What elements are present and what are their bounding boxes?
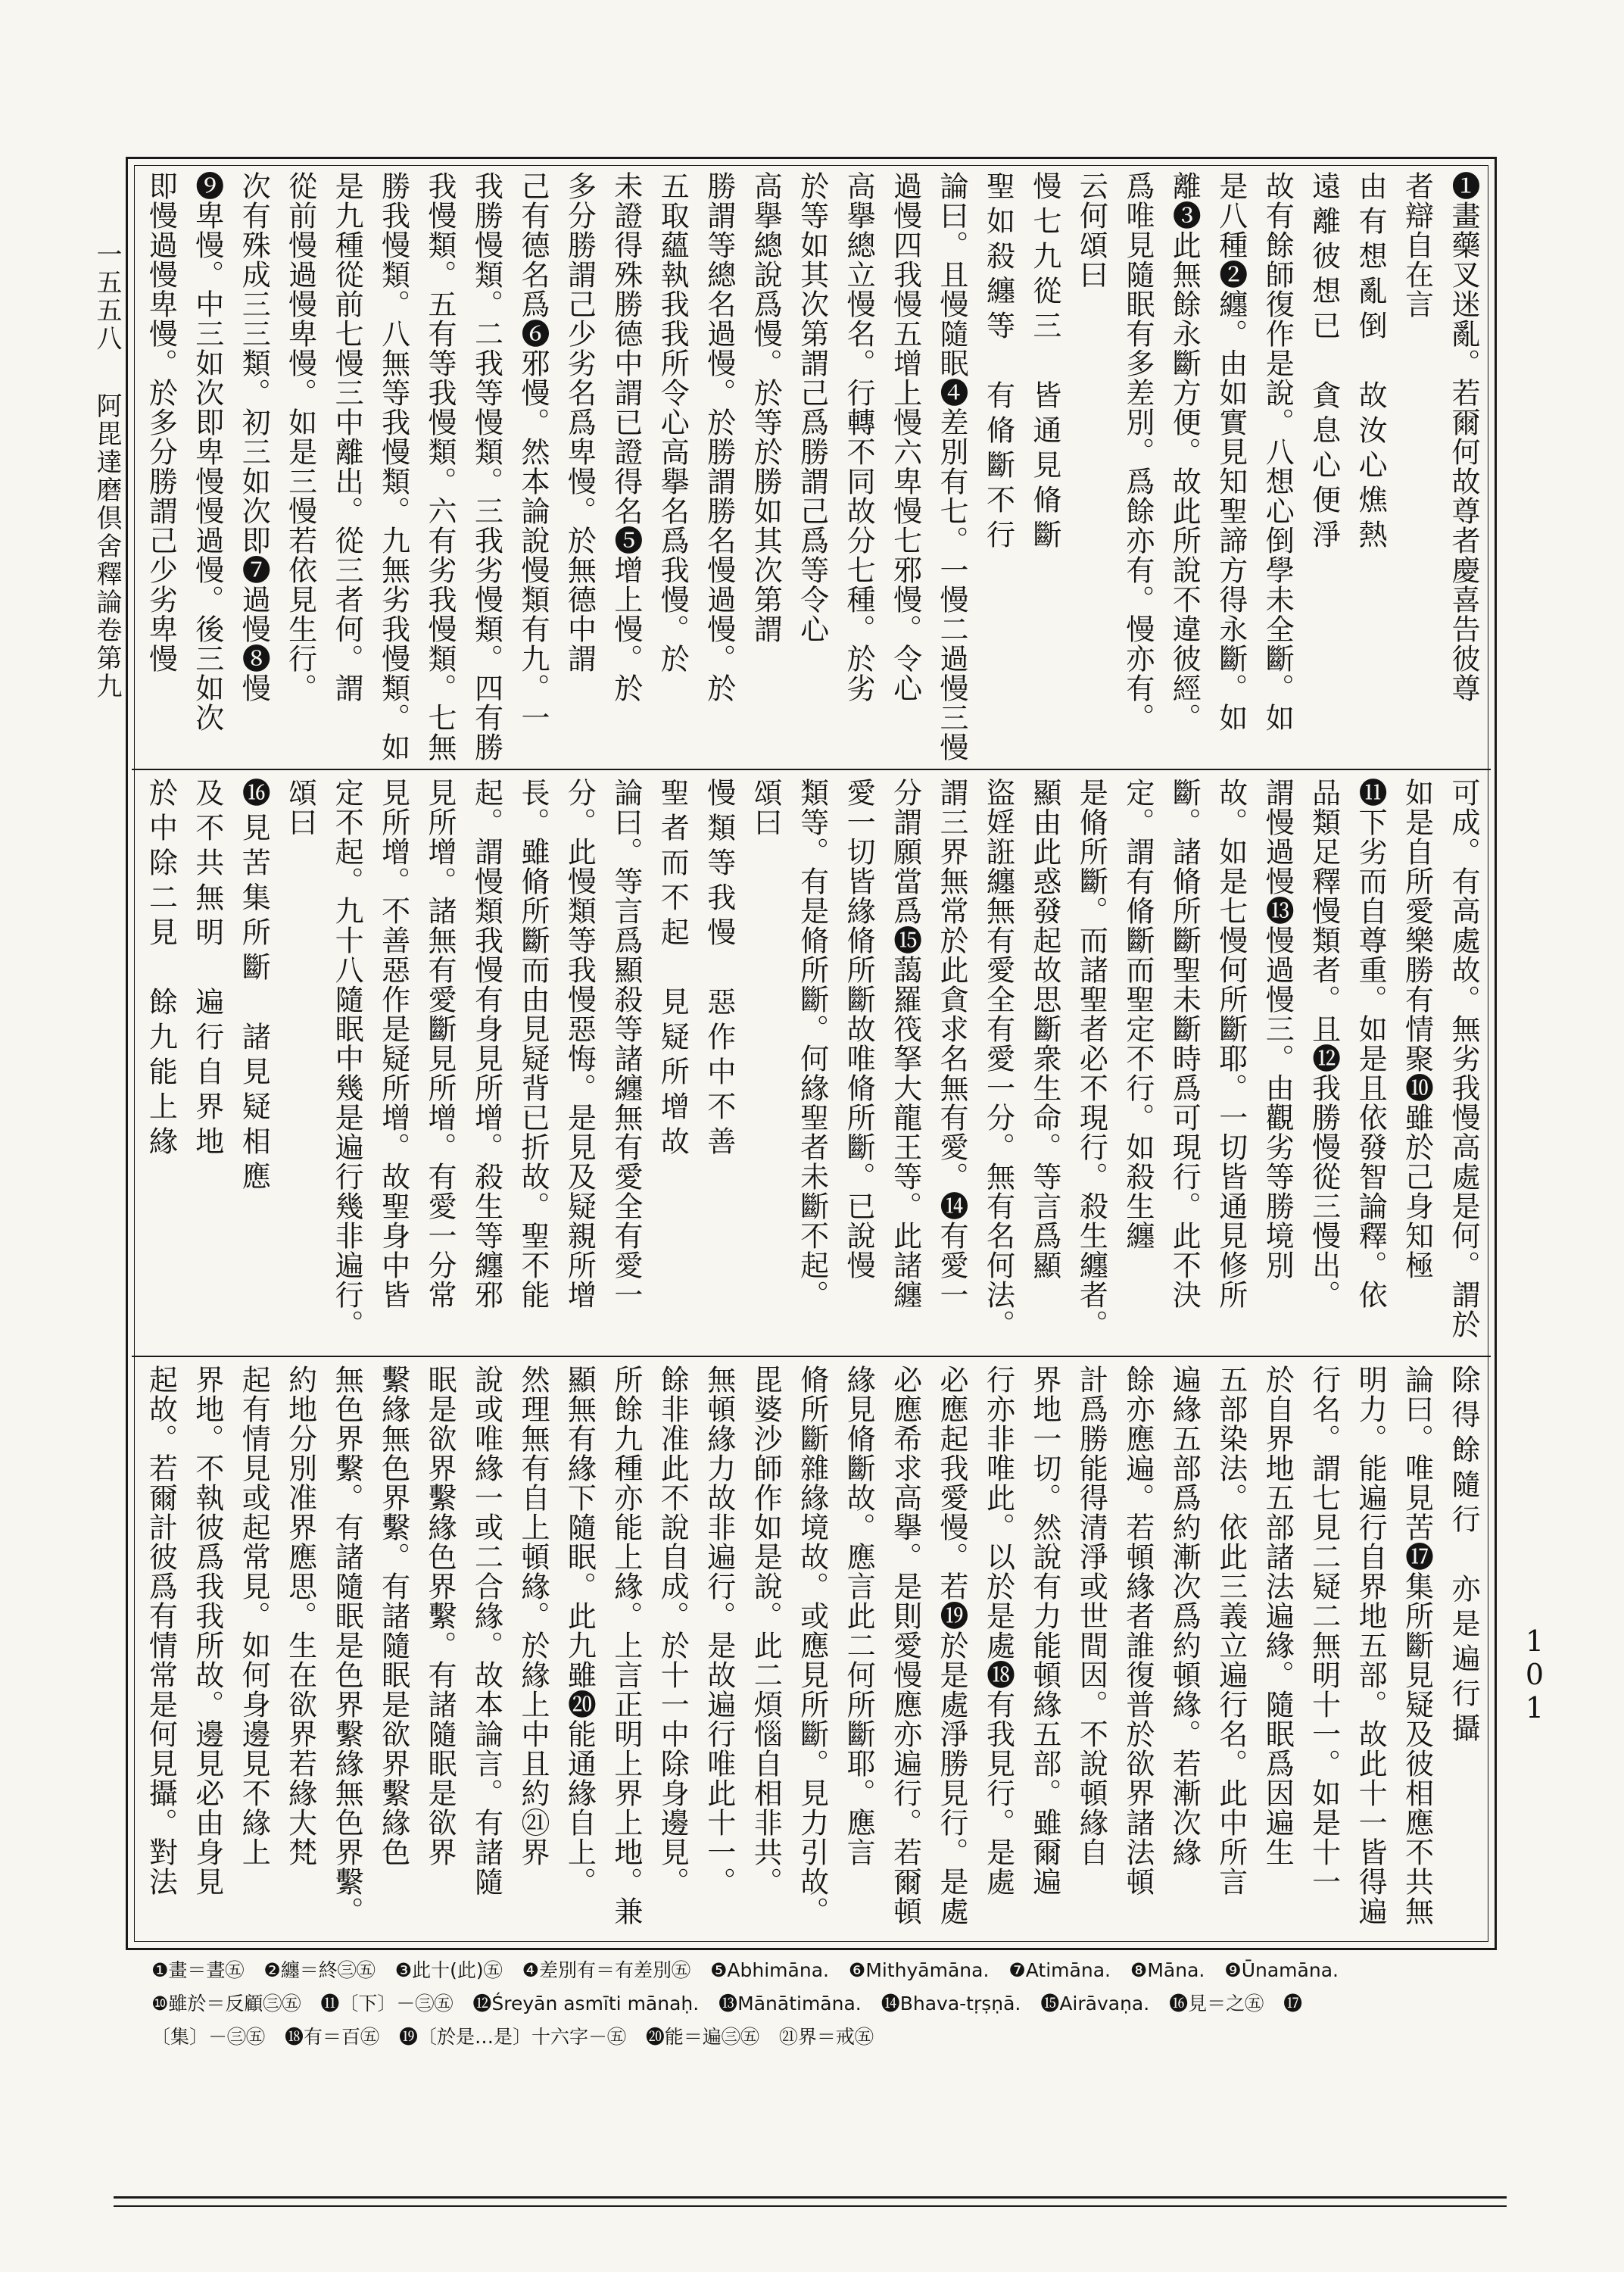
text-column: 界地一切。然說有力能頓緣五部。雖爾遍: [1027, 1365, 1061, 1896]
text-column: 必應希求高擧。是則愛慢應亦遍行。若爾頓: [888, 1365, 922, 1926]
text-column: 行名。謂七見二疑二無明十一。如是十一: [1307, 1365, 1341, 1896]
footnote: ❺Abhimāna.: [710, 1959, 829, 1981]
text-column: 謂慢過慢⓭慢過慢三。由觀劣等勝境別: [1261, 778, 1295, 1280]
band-divider: [132, 769, 1491, 770]
text-column: ❾卑慢。中三如次即卑慢慢過慢。後三如次: [190, 171, 224, 732]
verse-column: 於中除二見 餘九能上緣: [144, 778, 178, 1161]
text-column: 論曰。等言爲顯殺等諸纏無有愛全有愛一: [609, 778, 643, 1309]
text-column: 高擧總說爲慢。於等於勝如其次第謂: [749, 171, 783, 644]
text-column: 高擧總立慢名。行轉不同故分七種。於劣: [842, 171, 876, 703]
text-column: 勝我慢類。八無等我慢類。九無劣我慢類。如: [376, 171, 410, 762]
footnote: ⓯Airāvaṇa.: [1040, 1993, 1150, 2015]
text-column: 論曰。且慢隨眠❹差別有七。一慢二過慢三慢: [935, 171, 969, 762]
text-column: 是八種❷纏。由如實見知聖諦方得永斷。如: [1214, 171, 1248, 732]
footnote: ⓱: [1283, 1993, 1303, 2015]
text-column: 從前慢過慢卑慢。如是三慢若依見生行。: [283, 171, 317, 703]
footnote: ⓮Bhava-tṛṣṇā.: [881, 1993, 1021, 2015]
text-column: 顯無有緣下隨眠。此九雖⓴能通緣自上。: [563, 1365, 597, 1896]
footnote: ⓬Śreyān asmīti mānaḥ.: [472, 1993, 700, 2015]
text-column: 愛一切皆緣脩所斷故唯脩所斷。已說慢: [842, 778, 876, 1280]
footnote: ⓳〔於是…是〕十六字－㊄: [398, 2026, 626, 2048]
text-column: 起有情見或起常見。如何身邊見不緣上: [237, 1365, 271, 1867]
footnote: ❾Ūnamāna.: [1224, 1959, 1339, 1981]
text-column: 無色界繫。有諸隨眠是色界繫緣無色界繫。: [330, 1365, 364, 1926]
text-column: 類等。有是脩所斷。何緣聖者未斷不起。: [795, 778, 829, 1309]
text-column: 頌曰: [749, 778, 783, 837]
verse-column: 聖者而不起 見疑所增故: [656, 778, 690, 1161]
verse-column: 由有想亂倒 故汝心燋熱: [1354, 171, 1388, 554]
text-column: 云何頌曰: [1074, 171, 1108, 289]
text-column: 我勝慢類。二我等慢類。三我劣慢類。四有勝: [469, 171, 503, 762]
footnote-line: [151, 1987, 1484, 2021]
footnote-line: [151, 1954, 1484, 1987]
footnote: ❸此十(此)㊄: [394, 1959, 503, 1981]
text-column: 於自界地五部諸法遍緣。隨眠爲因遍生: [1261, 1365, 1295, 1867]
footnote: ❹差別有＝有差別㊄: [522, 1959, 691, 1981]
text-column: 多分勝謂己少劣名爲卑慢。於無德中謂: [563, 171, 597, 673]
footnote: ㉑界＝戒㊄: [778, 2026, 874, 2048]
text-column: 約地分別准界應思。生在欲界若緣大梵: [283, 1365, 317, 1867]
text-column: 繫緣無色界繫。有諸隨眠是欲界繫緣色: [376, 1365, 410, 1867]
verse-column: 及不共無明 遍行自界地: [190, 778, 224, 1161]
footnote-line: [151, 2021, 1484, 2054]
text-column: 頌曰: [283, 778, 317, 837]
text-column: 分。此慢類等我慢惡悔。是見及疑親所增: [563, 778, 597, 1309]
text-column: 己有德名爲❻邪慢。然本論說慢類有九。一: [516, 171, 550, 732]
text-column: 脩所斷雜緣境故。或應見所斷。見力引故。: [795, 1365, 829, 1926]
text-column: 可成。有高處故。無劣我慢高處是何。謂於: [1447, 778, 1480, 1339]
footnote: ⓴能＝遍㊂㊄: [645, 2026, 759, 2048]
text-column: 是九種從前七慢三中離出。從三者何。謂: [330, 171, 364, 703]
text-column: 離❸此無餘永斷方便。故此所說不違彼經。: [1167, 171, 1202, 732]
footnote: ⓲有＝百㊄: [284, 2026, 379, 2048]
text-column: ❶畫藥叉迷亂。若爾何故尊者慶喜告彼尊: [1447, 171, 1480, 703]
text-column: 長。雖脩所斷而由見疑背已折故。聖不能: [516, 778, 550, 1309]
footnote: ❻Mithyāmāna.: [848, 1959, 990, 1981]
footnotes: [151, 1954, 1484, 2054]
text-column: 五取蘊執我我所令心高擧名爲我慢。於: [656, 171, 690, 673]
text-column: 勝謂等總名過慢。於勝謂勝名慢過慢。於: [702, 171, 736, 703]
text-column: 於等如其次第謂己爲勝謂己爲等令心: [795, 171, 829, 644]
text-column: 爲唯見隨眠有多差別。爲餘亦有。慢亦有。: [1121, 171, 1155, 732]
text-column: 見所增。不善惡作是疑所增。故聖身中皆: [376, 778, 410, 1309]
footnote: ❿雖於＝反顧㊂㊄: [151, 1993, 301, 2015]
text-column: 然理無有自上頓緣。於緣上中且約㉑界: [516, 1365, 550, 1867]
footnote: ❷纏＝終㊂㊄: [263, 1959, 376, 1981]
text-column: 緣見脩斷故。應言此二何所斷耶。應言: [842, 1365, 876, 1867]
footnote: ❼Atimāna.: [1008, 1959, 1111, 1981]
text-column: 分謂願當爲⓯藹羅筏拏大龍王等。此諸纏: [888, 778, 922, 1309]
page-number: 一五五八: [92, 241, 122, 353]
text-column: 故。如是七慢何所斷耶。一切皆通見修所: [1214, 778, 1248, 1309]
verse-column: ⓰見苦集所斷 諸見疑相應: [237, 778, 271, 1196]
text-column: 五部染法。依此三義立遍行名。此中所言: [1214, 1365, 1248, 1896]
text-column: 行亦非唯此。以於是處⓲有我見行。是處: [981, 1365, 1015, 1896]
verse-column: 除得餘隨行 亦是遍行攝: [1447, 1365, 1480, 1748]
verse-column: 慢七九從三 皆通見脩斷: [1027, 171, 1061, 554]
text-column: 毘婆沙師作如是說。此二煩惱自相非共。: [749, 1365, 783, 1896]
text-column: 明力。能遍行自界地五部。故此十一皆得遍: [1354, 1365, 1388, 1926]
text-column: 謂三界無常於此貪求名無有愛。⓮有愛一: [935, 778, 969, 1309]
text-band-middle: [142, 778, 1482, 1350]
verse-column: 遠離彼想已 貪息心便淨: [1307, 171, 1341, 554]
text-band-upper: [142, 171, 1482, 762]
verse-column: 慢類等我慢 惡作中不善: [702, 778, 736, 1161]
footnote: ⓰見＝之㊄: [1169, 1993, 1264, 2015]
text-column: 起故。若爾計彼爲有情常是何見攝。對法: [144, 1365, 178, 1896]
text-column: 故有餘師復作是說。八想心倒學未全斷。如: [1261, 171, 1295, 732]
footnote: ⓭Mānātimāna.: [718, 1993, 862, 2015]
footnote: ⓫〔下〕－㊂㊄: [320, 1993, 454, 2015]
bottom-rule: [114, 2196, 1507, 2199]
text-column: 盜婬誑纏無有愛全有愛一分。無有名何法。: [981, 778, 1015, 1339]
text-column: 品類足釋慢類者。且⓬我勝慢從三慢出。: [1307, 778, 1341, 1309]
text-column: 遍緣五部爲約漸次爲約頓緣。若漸次緣: [1167, 1365, 1202, 1867]
footnote: ❽Māna.: [1130, 1959, 1205, 1981]
text-column: ⓫下劣而自尊重。如是且依發智論釋。依: [1354, 778, 1388, 1309]
text-column: 過慢四我慢五增上慢六卑慢七邪慢。令心: [888, 171, 922, 703]
text-column: 見所增。諸無有愛斷見所增。有愛一分常: [423, 778, 457, 1309]
text-column: 所餘九種亦能上緣。上言正明上界上地。兼: [609, 1365, 643, 1926]
text-column: 次有殊成三三類。初三如次即❼過慢❽慢: [237, 171, 271, 703]
text-column: 即慢過慢卑慢。於多分勝謂己少劣卑慢: [144, 171, 178, 673]
text-column: 無頓緣力故非遍行。是故遍行唯此十一。: [702, 1365, 736, 1896]
work-title: 阿毘達磨倶舍釋論卷第九: [92, 392, 122, 701]
text-column: 斷。諸脩所斷聖未斷時爲可現行。此不決: [1167, 778, 1202, 1309]
text-column: 論曰。唯見苦⓱集所斷見疑及彼相應不共無: [1400, 1365, 1434, 1926]
footnote: ❶畫＝晝㊄: [151, 1959, 245, 1981]
text-band-lower: [142, 1365, 1482, 1944]
text-column: 如是自所愛樂勝有情聚❿雖於己身知極: [1400, 778, 1434, 1280]
text-column: 定不起。九十八隨眠中幾是遍行幾非遍行。: [330, 778, 364, 1339]
text-column: 者辯自在言: [1400, 171, 1434, 319]
text-column: 說或唯緣一或二合緣。故本論言。有諸隨: [469, 1365, 503, 1896]
text-column: 計爲勝能得清淨或世間因。不說頓緣自: [1074, 1365, 1108, 1867]
text-column: 顯由此惑發起故思斷衆生命。等言爲顯: [1027, 778, 1061, 1280]
text-column: 必應起我愛慢。若⓳於是處淨勝見行。是處: [935, 1365, 969, 1926]
text-column: 起。謂慢類我慢有身見所增。殺生等纏邪: [469, 778, 503, 1309]
bottom-rule: [114, 2205, 1507, 2207]
text-column: 餘非准此不說自成。於十一中除身邊見。: [656, 1365, 690, 1896]
footnote: 〔集〕－㊂㊄: [151, 2026, 266, 2048]
text-column: 未證得殊勝德中謂已證得名❺增上慢。於: [609, 171, 643, 703]
verse-column: 聖如殺纏等 有脩斷不行: [981, 171, 1015, 554]
text-column: 眠是欲界繫緣色界繫。有諸隨眠是欲界: [423, 1365, 457, 1867]
text-column: 餘亦應遍。若頓緣者誰復普於欲界諸法頓: [1121, 1365, 1155, 1896]
text-column: 是脩所斷。而諸聖者必不現行。殺生纏者。: [1074, 778, 1108, 1339]
folio-number: 101: [1518, 1624, 1551, 1724]
text-column: 定。謂有脩斷而聖定不行。如殺生纏: [1121, 778, 1155, 1250]
text-column: 我慢類。五有等我慢類。六有劣我慢類。七無: [423, 171, 457, 762]
band-divider: [132, 1356, 1491, 1357]
text-column: 界地。不執彼爲我我所故。邊見必由身見: [190, 1365, 224, 1896]
